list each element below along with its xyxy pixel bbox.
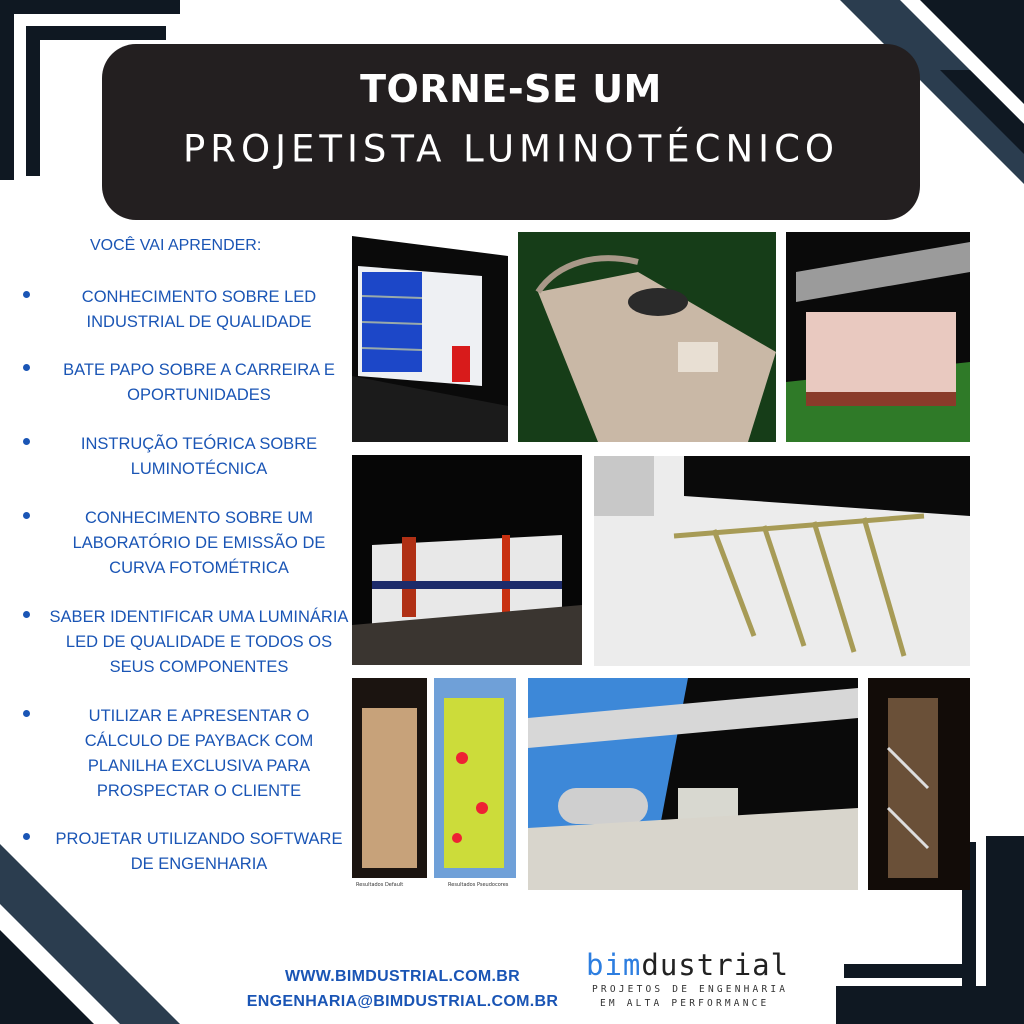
learn-item: BATE PAPO SOBRE A CARREIRA E OPORTUNIDADES: [20, 358, 350, 408]
logo-tagline-2: EM ALTA PERFORMANCE: [600, 998, 770, 1009]
learn-heading: VOCÊ VAI APRENDER:: [90, 237, 262, 254]
bullet-icon: [23, 291, 30, 298]
title-banner: [102, 44, 920, 220]
title-line-1: TORNE-SE UM: [360, 67, 662, 112]
learn-item: CONHECIMENTO SOBRE LED INDUSTRIAL DE QUALIDADE: [20, 285, 350, 335]
render-tank-facility: [528, 678, 858, 890]
render-covered-pavilion: [786, 232, 970, 442]
logo-tagline-1: PROJETOS DE ENGENHARIA: [592, 984, 789, 995]
render-stair-tower: [868, 678, 970, 890]
website-link[interactable]: WWW.BIMDUSTRIAL.COM.BR: [284, 968, 520, 985]
render-conveyor-structure: [594, 456, 970, 666]
render-facade-night: [352, 455, 582, 665]
logo-wordmark: bimdustrial: [586, 948, 790, 982]
email-link[interactable]: ENGENHARIA@BIMDUSTRIAL.COM.BR: [246, 993, 559, 1010]
learn-item: PROJETAR UTILIZANDO SOFTWARE DE ENGENHARIA: [20, 827, 350, 877]
caption-pseudocolor: Resultados Pseudocores: [448, 882, 509, 888]
bullet-icon: [23, 438, 30, 445]
render-tower-comparison: [352, 678, 518, 890]
bullet-icon: [23, 364, 30, 371]
bullet-icon: [23, 611, 30, 618]
bullet-icon: [23, 710, 30, 717]
render-night-site: [518, 232, 776, 442]
company-logo: [580, 944, 820, 1014]
title-line-2: PROJETISTA LUMINOTÉCNICO: [182, 127, 840, 171]
learn-item: UTILIZAR E APRESENTAR O CÁLCULO DE PAYBACK COM PLANILHA EXCLUSIVA PARA PROSPECTAR O CLIENTE: [20, 704, 350, 804]
learn-item: INSTRUÇÃO TEÓRICA SOBRE LUMINOTÉCNICA: [20, 432, 350, 482]
bullet-icon: [23, 833, 30, 840]
learn-item: SABER IDENTIFICAR UMA LUMINÁRIA LED DE QUALIDADE E TODOS OS SEUS COMPONENTES: [20, 605, 350, 680]
render-warehouse-racks: [352, 236, 508, 442]
bullet-icon: [23, 512, 30, 519]
caption-default: Resultados Default: [356, 882, 404, 888]
learn-item: CONHECIMENTO SOBRE UM LABORATÓRIO DE EMISSÃO DE CURVA FOTOMÉTRICA: [20, 506, 350, 581]
